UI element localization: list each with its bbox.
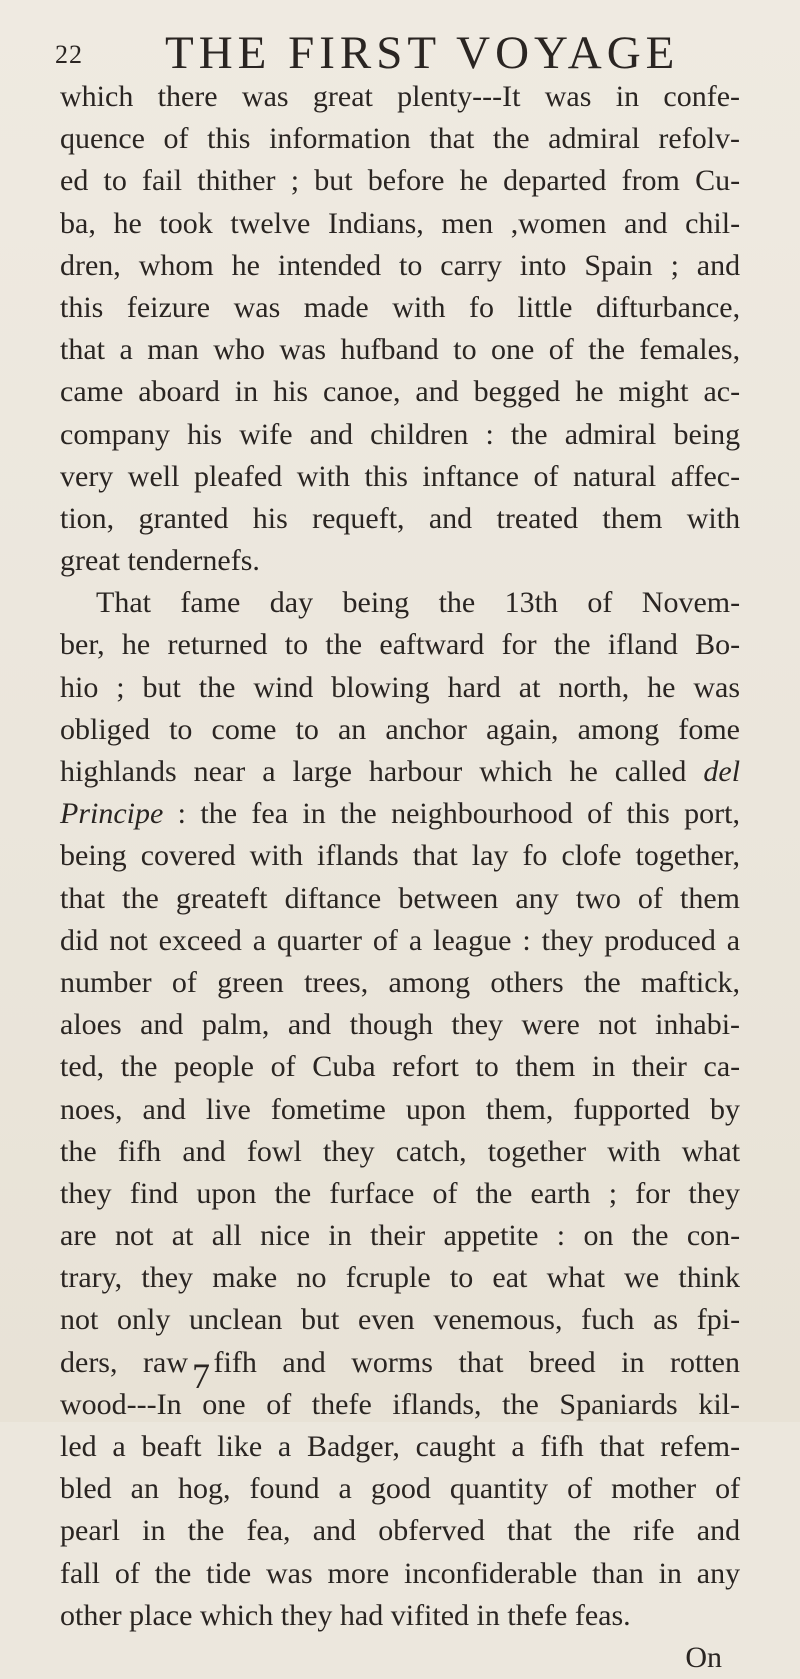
text-line: that a man who was hufband to one of the females, [60,333,741,367]
text-line: ders, raw fifh and worms that breed in rotten [60,1345,740,1379]
text-line: obliged to come to an anchor again, among fome [60,712,740,746]
page-header [55,26,755,79]
text-line: this feizure was made with fo little difturbance, [60,290,741,324]
text-line: led a beaft like a Badger, caught a fifh that refem- [60,1430,741,1463]
text-line: On [685,1640,722,1674]
text-line: trary, they make no fcruple to eat what we think [60,1261,741,1295]
text-line: ber, he returned to the eaftward for the ifland Bo- [60,628,741,662]
text-line: they find upon the furface of the earth ; for they [60,1176,741,1210]
text-line: are not at all nice in their appetite : on the con- [60,1219,741,1253]
text-line: ted, the people of Cuba refort to them in their ca- [60,1050,741,1084]
text-line: Principe : the fea in the neighbourhood of this port, [60,797,740,831]
text-line: the fifh and fowl they catch, together with what [60,1134,741,1168]
body-text [60,76,740,1679]
text-line: That fame day being the 13th of Novem- [96,586,741,620]
page-number: 22 [55,40,83,69]
text-line: number of green trees, among others the maftick, [60,965,741,999]
text-line: other place which they had vifited in thefe feas. [60,1598,631,1632]
text-line: wood---In one of thefe iflands, the Spaniards kil- [60,1387,741,1421]
text-line: ba, he took twelve Indians, men ,women and chil- [60,206,741,240]
text-line: hio ; but the wind blowing hard at north, he was [60,670,741,704]
running-head: THE FIRST VOYAGE [165,27,680,79]
text-line: company his wife and children : the admiral being [60,417,741,451]
text-line: not only unclean but even venemous, fuch as fpi- [60,1303,741,1337]
text-line: came aboard in his canoe, and begged he might ac- [60,375,741,409]
text-line: highlands near a large harbour which he called del [60,755,741,788]
text-line: great tendernefs. [60,544,260,578]
text-line: tion, granted his requeft, and treated them with [60,501,741,535]
text-line: dren, whom he intended to carry into Spain ; and [60,248,741,282]
text-line: noes, and live fometime upon them, fupported by [60,1092,741,1126]
signature-mark: 7 [192,1356,210,1396]
text-line: did not exceed a quarter of a league : they produced a [60,923,741,957]
text-line: fall of the tide was more inconfiderable than in any [60,1556,741,1590]
text-line: pearl in the fea, and obferved that the rife and [60,1514,741,1548]
text-line: bled an hog, found a good quantity of mother of [60,1472,741,1506]
text-line: very well pleafed with this inftance of natural affec- [60,459,741,493]
text-line: aloes and palm, and though they were not inhabi- [60,1008,741,1042]
text-line: being covered with iflands that lay fo clofe together, [60,839,741,873]
text-line: ed to fail thither ; but before he departed from Cu- [60,164,741,198]
text-line: that the greateft diftance between any two of them [60,881,741,915]
text-line: quence of this information that the admiral refolv- [60,122,741,156]
text-line: which there was great plenty---It was in confe- [60,80,741,113]
